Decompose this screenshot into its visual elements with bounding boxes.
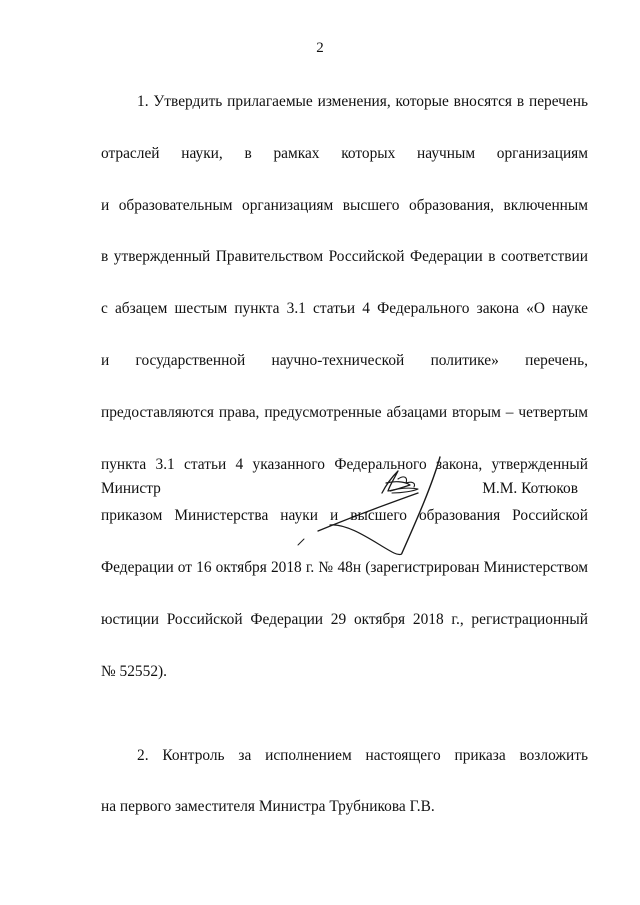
- signatory-name: М.М. Котюков: [482, 480, 578, 497]
- paragraph-line: и государственной научно-технической политике» перечень,: [101, 351, 588, 369]
- paragraph-line: № 52552).: [101, 662, 167, 680]
- paragraph-line: в утвержденный Правительством Российской Федерации в соответствии: [101, 248, 588, 266]
- paragraph-line: предоставляются права, предусмотренные абзацами вторым – четвертым: [101, 403, 588, 421]
- paragraph-2: [101, 717, 588, 847]
- paragraph-line: 2. Контроль за исполнением настоящего приказа возложить: [137, 746, 588, 764]
- handwritten-signature: [290, 455, 460, 580]
- paragraph-1: [101, 63, 588, 711]
- page-number: 2: [316, 40, 324, 56]
- paragraph-line: 1. Утвердить прилагаемые изменения, которые вносятся в перечень: [137, 92, 588, 110]
- paragraph-line: и образовательным организациям высшего образования, включенным: [101, 196, 588, 214]
- signatory-title: Министр: [101, 480, 161, 497]
- paragraph-line: пункта 3.1 статьи 4 указанного Федерального закона, утвержденный: [101, 455, 588, 473]
- paragraph-line: приказом Министерства науки и высшего образования Российской: [101, 507, 588, 525]
- paragraph-line: Федерации от 16 октября 2018 г. № 48н (зарегистрирован Министерством: [101, 559, 588, 577]
- paragraph-line: на первого заместителя Министра Трубникова Г.В.: [101, 798, 435, 816]
- paragraph-line: юстиции Российской Федерации 29 октября 2018 г., регистрационный: [101, 611, 588, 629]
- paragraph-line: отраслей науки, в рамках которых научным организациям: [101, 144, 588, 162]
- paragraph-line: с абзацем шестым пункта 3.1 статьи 4 Федерального закона «О науке: [101, 300, 588, 318]
